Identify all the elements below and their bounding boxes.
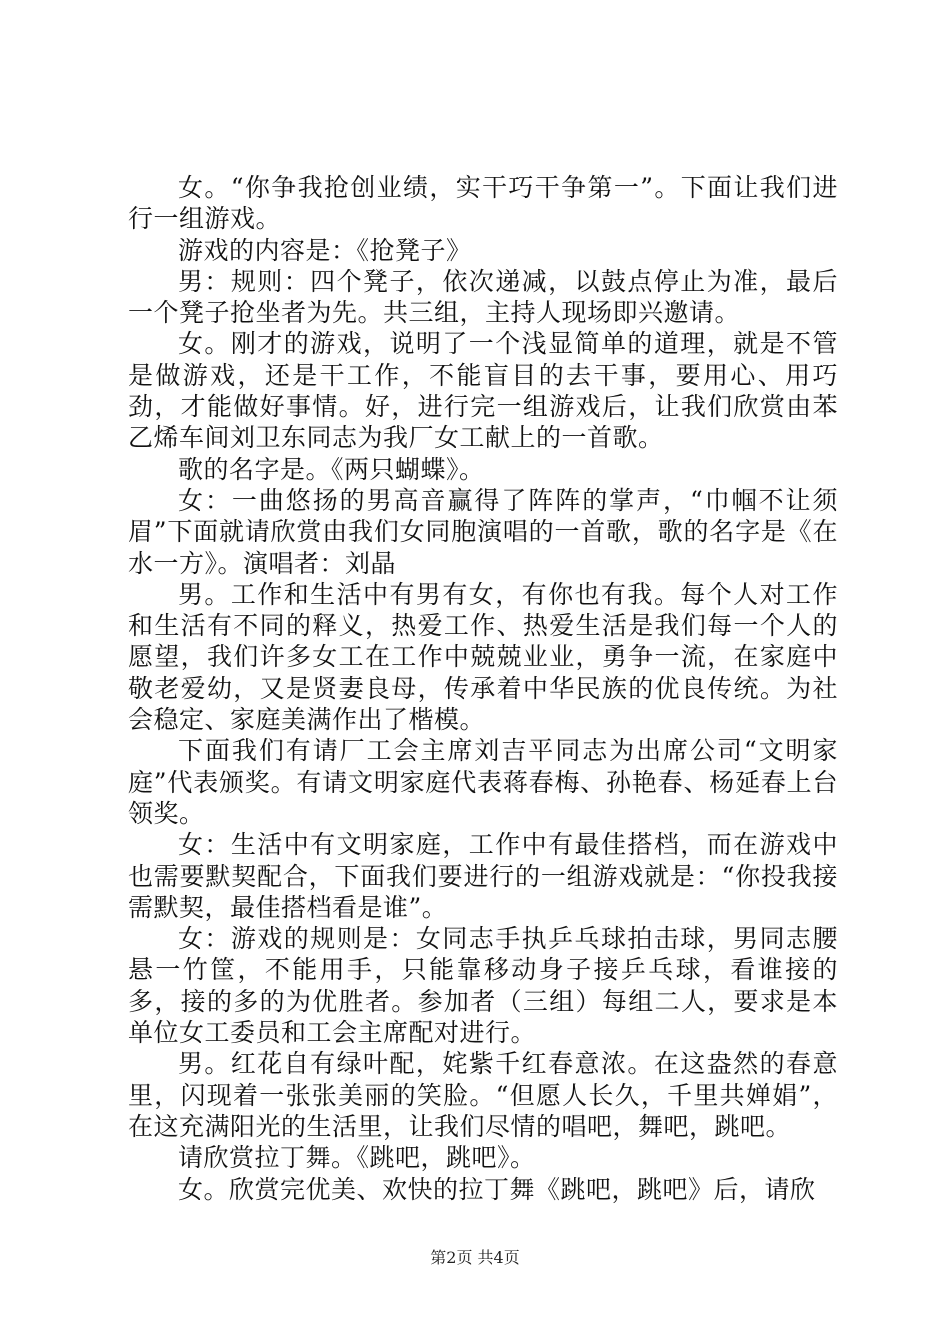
paragraph: 游戏的内容是：《抢凳子》 — [178, 235, 472, 265]
paragraph: 女。刚才的游戏，说明了一个浅显简单的道理，就是不管是做游戏，还是干工作，不能盲目的去干事，要用心、用巧劲，才能做好事情。好，进行完一组游戏后，让我们欣赏由苯乙烯车间刘卫东同志为我厂女工献上的一首歌。 — [128, 329, 838, 453]
paragraph: 女。欣赏完优美、欢快的拉丁舞《跳吧，跳吧》后，请欣 — [178, 1174, 816, 1204]
document-body — [128, 172, 838, 1205]
paragraph: 男。工作和生活中有男有女，有你也有我。每个人对工作和生活有不同的释义，热爱工作、热爱生活是我们每一个人的愿望，我们许多女工在工作中兢兢业业，勇争一流，在家庭中敬老爱幼，又是贤妻良母，传承着中华民族的优良传统。为社会稳定、家庭美满作出了楷模。 — [128, 579, 838, 735]
paragraph: 歌的名字是。《两只蝴蝶》。 — [178, 454, 485, 484]
paragraph: 女。“你争我抢创业绩，实干巧干争第一”。下面让我们进行一组游戏。 — [128, 173, 838, 234]
paragraph: 下面我们有请厂工会主席刘吉平同志为出席公司“文明家庭”代表颁奖。有请文明家庭代表蒋春梅、孙艳春、杨延春上台领奖。 — [128, 736, 838, 828]
page-footer: 第2页 共4页 — [430, 1248, 520, 1267]
paragraph: 女：游戏的规则是：女同志手执乒乓球拍击球，男同志腰悬一竹筐，不能用手，只能靠移动身子接乒乓球，看谁接的多，接的多的为优胜者。参加者（三组）每组二人，要求是本单位女工委员和工会主席配对进行。 — [128, 924, 838, 1048]
paragraph: 请欣赏拉丁舞。《跳吧，跳吧》。 — [178, 1143, 536, 1173]
paragraph: 男。红花自有绿叶配，姹紫千红春意浓。在这盎然的春意里，闪现着一张张美丽的笑脸。“但愿人长久，千里共婵娟”，在这充满阳光的生活里，让我们尽情的唱吧，舞吧，跳吧。 — [128, 1049, 838, 1141]
paragraph: 男：规则：四个凳子，依次递减，以鼓点停止为准，最后一个凳子抢坐者为先。共三组，主持人现场即兴邀请。 — [128, 266, 838, 328]
paragraph: 女：生活中有文明家庭，工作中有最佳搭档，而在游戏中也需要默契配合，下面我们要进行的一组游戏就是：“你投我接需默契，最佳搭档看是谁”。 — [128, 830, 838, 922]
paragraph: 女：一曲悠扬的男高音赢得了阵阵的掌声，“巾帼不让须眉”下面就请欣赏由我们女同胞演唱的一首歌，歌的名字是《在水一方》。演唱者：刘晶 — [128, 485, 838, 578]
